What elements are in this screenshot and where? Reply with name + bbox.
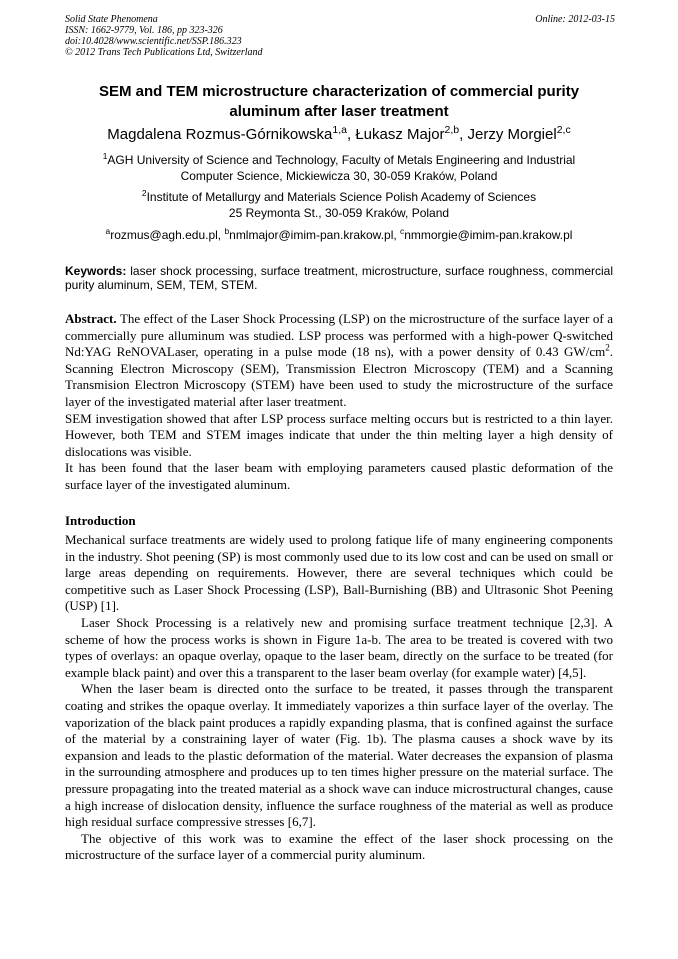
body-paragraph: When the laser beam is directed onto the surface to be treated, it passes through the transparent coating and strikes the opaque overlay. It immediately vaporizes a thin surface layer of the overlay. The vaporization of the black paint produces a rapidly expanding plasma, that is confined against the surface of the material by a constraining layer of water (Fig. 1b). The plasma causes a shock wave by its expansion and leads to the plastic deformation of the material. Water decreases the expansion of plasma in the surrounding atmosphere and produces up to ten times higher pressure on the material surface. The pressure propagating into the treated material as a shock wave can induce microstructural changes, cause a high increase of dislocation density, influence the surface roughness of the material as well as produce high residual surface compressive stresses [6,7]. — [65, 681, 613, 830]
abstract-paragraph: It has been found that the laser beam with employing parameters caused plastic deformation of the surface layer of the investigated aluminum. — [65, 460, 613, 492]
section-heading-introduction: Introduction — [65, 513, 136, 528]
affiliation-2 — [60, 189, 618, 221]
author-name: Jerzy Morgiel — [467, 126, 557, 143]
author-superscript: 2,b — [444, 124, 460, 136]
author-name: Łukasz Major — [355, 126, 445, 143]
issn: ISSN: 1662-9779, Vol. 186, pp 323-326 — [65, 25, 223, 36]
author-name: Magdalena Rozmus-Górnikowska — [107, 126, 333, 143]
doi: doi:10.4028/www.scientific.net/SSP.186.323 — [65, 36, 242, 47]
affiliation-superscript: 2 — [141, 188, 147, 198]
affiliation-line: Computer Science, Mickiewicza 30, 30-059 Kraków, Poland — [180, 169, 498, 183]
affiliation-line: Institute of Metallurgy and Materials Science Polish Academy of Sciences — [146, 190, 537, 204]
keywords-text: laser shock processing, surface treatment, microstructure, surface roughness, commercial purity aluminum, SEM, TEM, STEM. — [65, 264, 613, 292]
affiliation-line: AGH University of Science and Technology, Faculty of Metals Engineering and Industrial — [107, 153, 576, 167]
paper-title: SEM and TEM microstructure characterization of commercial purity aluminum after laser treatment — [98, 83, 580, 120]
author-separator: , — [347, 126, 356, 143]
email-address: nmlmajor@imim-pan.krakow.pl, — [229, 228, 401, 242]
online-date: Online: 2012-03-15 — [535, 14, 615, 25]
introduction-body — [65, 532, 613, 864]
email-superscript: a — [105, 226, 111, 236]
affiliation-superscript: 1 — [102, 151, 108, 161]
email-superscript: b — [224, 226, 230, 236]
body-paragraph: Laser Shock Processing is a relatively new and promising surface treatment technique [2,3]. A scheme of how the process works is shown in Figure 1a-b. The area to be treated is covered with two types of overlays: an opaque overlay, opaque to the laser beam, directly on the surface to be treated (for example black paint) and over this a transparent to the laser beam overlay (for example water) [4,5]. — [65, 614, 613, 680]
author-list — [60, 125, 618, 145]
abstract-text: The effect of the Laser Shock Processing (LSP) on the microstructure of the surface layer of a commercially pure alluminum was studied. LSP process was performed with a high-power Q-switched Nd:YAG ReNOVALaser, operating in a pulse mode (18 ns), with a power density of 0.43 GW/cm — [65, 311, 614, 360]
body-paragraph: The objective of this work was to examine the effect of the laser shock processing on the microstructure of the surface layer of a commercial purity aluminum. — [65, 830, 613, 863]
abstract — [65, 311, 613, 494]
author-superscript: 1,a — [332, 124, 347, 136]
author-separator: , — [459, 126, 468, 143]
copyright: © 2012 Trans Tech Publications Ltd, Switzerland — [65, 47, 263, 58]
abstract-label: Abstract. — [65, 311, 117, 326]
body-paragraph: Mechanical surface treatments are widely used to prolong fatique life of many engineering components in the industry. Shot peening (SP) is most commonly used due to its low cost and can be used on small or large areas depending on requirements. However, there are several techniques which could be competitive such as Laser Shock Processing (LSP), Ball-Burnishing (BB) and Ultrasonic Shot Peening (USP) [1]. — [65, 532, 613, 614]
email-address: nmmorgie@imim-pan.krakow.pl — [404, 228, 573, 242]
abstract-paragraph: SEM investigation showed that after LSP process surface melting occurs but is restricted to a thin layer. However, both TEM and STEM images indicate that under the thin melting layer a high density of dislocations was visible. — [65, 410, 613, 459]
journal-name: Solid State Phenomena — [65, 14, 158, 25]
email-superscript: c — [400, 226, 405, 236]
affiliation-line: 25 Reymonta St., 30-059 Kraków, Poland — [228, 206, 450, 220]
abstract-text: . Scanning Electron Microscopy (SEM), Transmission Electron Microscopy (TEM) and a Scanning Transmision Electron Microscopy (STEM) have been used to study the microstructure of the surface layer of the investigated material after laser treatment. — [65, 344, 613, 409]
keywords-block — [65, 264, 613, 292]
keywords-label: Keywords: — [65, 264, 127, 278]
email-list — [60, 227, 618, 243]
affiliation-1 — [60, 152, 618, 184]
email-address: rozmus@agh.edu.pl, — [110, 228, 225, 242]
journal-header — [65, 14, 615, 58]
author-superscript: 2,c — [556, 124, 571, 136]
abstract-superscript: 2 — [605, 342, 610, 353]
